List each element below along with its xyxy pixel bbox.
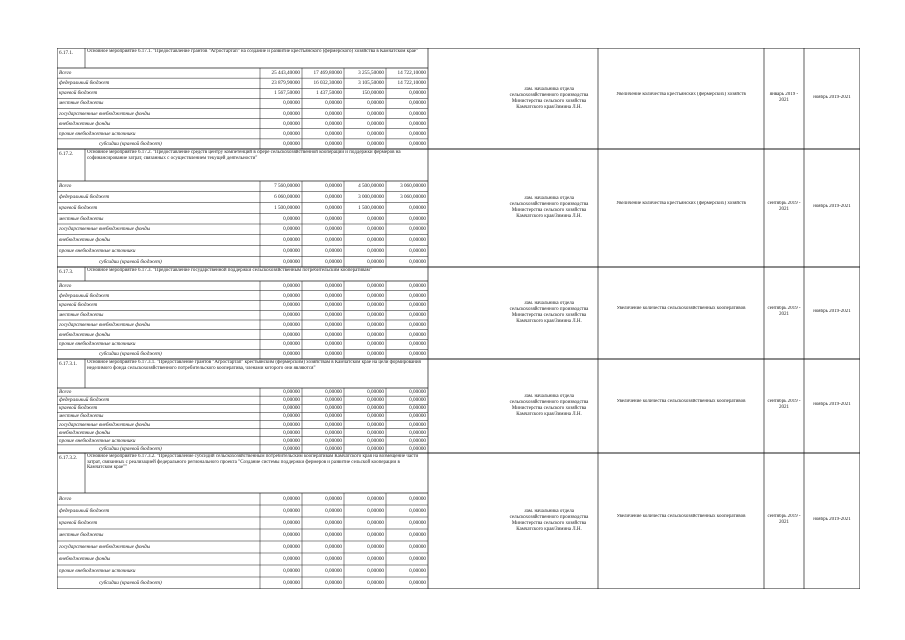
amount-cell: 0,00000 [325,445,342,452]
amount-cell: 14 722,10000 [397,70,426,77]
amount-cell: 0,00000 [325,331,342,338]
funding-source-label: субсидии (краевой бюджет) [99,580,162,586]
amount-cell: 0,00000 [367,110,384,117]
amount-cell: 0,00000 [283,405,300,412]
measure-title: Основное мероприятие 6.17.3.2. "Предоставление субсидий сельскохозяйственным потребительским кооперативам Камчатского края на возмещение части затрат, связанных с реализацией федерального регионального проекта "Создание системы поддержки фермеров и развитие сельской кооперации в Камчатском крае"" [87,454,419,471]
funding-source-label: прочие внебюджетные источники [59,568,136,574]
amount-cell: 0,00000 [409,226,426,233]
amount-cell: 3 255,50000 [358,70,384,77]
measure-code: 6.17.1. [59,50,74,56]
executor-cell: Зам. начальника отдела сельскохозяйственного производства Министерства сельского хозяйства Камчатского края/Зимина Л.Н. [509,86,589,110]
amount-cell: 0,00000 [367,247,384,254]
amount-cell: 0,00000 [409,110,426,117]
result-cell: Увеличение количества сельскохозяйственных кооперативов [616,514,746,519]
amount-cell: 0,00000 [409,445,426,452]
amount-cell: 0,00000 [325,130,342,137]
amount-cell: 0,00000 [409,341,426,348]
funding-source-label: Всего [59,389,72,396]
budget-table [57,48,860,589]
funding-source-label: государственные внебюджетные фонды [59,544,151,550]
amount-cell: 0,00000 [325,405,342,412]
result-cell: Увеличение количества сельскохозяйственных кооперативов [616,399,746,404]
funding-source-label: местные бюджеты [59,532,104,538]
funding-source-label: внебюджетные фонды [59,120,111,127]
amount-cell: 0,00000 [409,302,426,309]
amount-cell: 0,00000 [283,389,300,396]
funding-source-label: местные бюджеты [59,312,104,319]
amount-cell: 0,00000 [283,302,300,309]
measure-title: Основное мероприятие 6.17.3.1. "Предоставление грантов "Агростартап" крестьянским (фермерским) хозяйствам в Камчатском крае на цели формирования неделимого фонда сельскохозяйственного потребительского кооператива, членами которого они являются" [87,360,421,371]
amount-cell: 0,00000 [325,413,342,420]
start-date-cell: сентябрь 2019 - 2021 [767,201,801,212]
funding-source-label: государственные внебюджетные фонды [59,421,151,428]
amount-cell: 0,00000 [367,215,384,222]
start-date-cell: сентябрь 2019 - 2021 [767,514,801,525]
amount-cell: 0,00000 [325,341,342,348]
amount-cell: 0,00000 [367,292,384,299]
amount-cell: 0,00000 [283,556,300,562]
amount-cell: 0,00000 [409,556,426,562]
amount-cell: 0,00000 [367,331,384,338]
amount-cell: 0,00000 [325,282,342,289]
funding-source-label: внебюджетные фонды [59,556,111,562]
executor-cell: Зам. начальника отдела сельскохозяйственного производства Министерства сельского хозяйства Камчатского края/Зимина Л.Н. [509,394,589,417]
amount-cell: 0,00000 [367,437,384,444]
amount-cell: 0,00000 [409,247,426,254]
amount-cell: 1 437,50000 [316,90,342,97]
funding-source-label: Всего [59,282,72,289]
funding-source-label: Всего [59,70,72,77]
funding-source-label: местные бюджеты [59,215,104,222]
funding-source-label: прочие внебюджетные источники [59,341,136,348]
amount-cell: 0,00000 [283,520,300,526]
amount-cell: 0,00000 [409,321,426,328]
measure-code: 6.17.3.1. [59,361,78,367]
amount-cell: 0,00000 [283,237,300,244]
end-date-cell: ноябрь 2019-2021 [813,94,851,100]
amount-cell: 0,00000 [367,532,384,538]
funding-source-label: внебюджетные фонды [59,429,111,436]
amount-cell: 0,00000 [367,130,384,137]
end-date-cell: ноябрь 2019-2021 [813,309,851,314]
amount-cell: 0,00000 [283,508,300,514]
amount-cell: 16 032,30000 [313,80,342,87]
amount-cell: 0,00000 [283,110,300,117]
amount-cell: 0,00000 [367,544,384,550]
amount-cell: 0,00000 [409,351,426,358]
start-date-cell: сентябрь 2019 - 2021 [767,399,801,410]
amount-cell: 23 879,90000 [271,80,300,87]
amount-cell: 0,00000 [409,389,426,396]
amount-cell: 0,00000 [283,100,300,107]
amount-cell: 0,00000 [409,532,426,538]
amount-cell: 7 560,00000 [274,183,300,190]
amount-cell: 0,00000 [325,204,342,211]
amount-cell: 0,00000 [283,312,300,319]
amount-cell: 0,00000 [367,520,384,526]
end-date-cell: ноябрь 2019-2021 [813,204,851,209]
amount-cell: 0,00000 [325,215,342,222]
amount-cell: 4 500,00000 [358,183,384,190]
amount-cell: 0,00000 [409,204,426,211]
amount-cell: 0,00000 [283,421,300,428]
funding-source-label: местные бюджеты [59,100,104,107]
amount-cell: 0,00000 [325,100,342,107]
amount-cell: 0,00000 [367,429,384,436]
amount-cell: 0,00000 [283,331,300,338]
amount-cell: 0,00000 [283,282,300,289]
amount-cell: 0,00000 [283,258,300,265]
amount-cell: 0,00000 [283,140,300,147]
amount-cell: 0,00000 [325,312,342,319]
amount-cell: 0,00000 [409,544,426,550]
amount-cell: 0,00000 [409,282,426,289]
amount-cell: 0,00000 [283,215,300,222]
amount-cell: 0,00000 [325,532,342,538]
start-date-cell: январь 2019 - 2021 [769,91,799,103]
funding-source-label: Всего [59,496,72,502]
amount-cell: 0,00000 [367,405,384,412]
amount-cell: 1 567,50000 [274,90,300,97]
funding-source-label: местные бюджеты [59,413,104,420]
funding-source-label: федеральный бюджет [59,292,110,299]
funding-source-label: краевой бюджет [59,405,98,412]
funding-source-label: Всего [59,183,72,190]
amount-cell: 0,00000 [409,429,426,436]
amount-cell: 150,00000 [361,90,384,97]
funding-source-label: внебюджетные фонды [59,331,111,338]
funding-source-label: федеральный бюджет [59,397,110,404]
amount-cell: 0,00000 [367,351,384,358]
amount-cell: 0,00000 [409,140,426,147]
measure-title: Основное мероприятие 6.17.1. "Предоставление грантов "Агростартап" на создание и развитие крестьянского (фермерского) хозяйства в Камчатском крае" [87,49,419,54]
amount-cell: 0,00000 [325,496,342,502]
amount-cell: 0,00000 [409,421,426,428]
amount-cell: 25 443,40000 [271,70,300,77]
funding-source-label: краевой бюджет [59,302,98,309]
amount-cell: 0,00000 [367,421,384,428]
amount-cell: 0,00000 [283,544,300,550]
amount-cell: 0,00000 [367,258,384,265]
amount-cell: 0,00000 [325,110,342,117]
amount-cell: 0,00000 [325,183,342,190]
amount-cell: 0,00000 [325,258,342,265]
funding-source-label: субсидии (краевой бюджет) [99,258,162,265]
funding-source-label: краевой бюджет [59,204,98,211]
amount-cell: 0,00000 [325,321,342,328]
amount-cell: 0,00000 [283,292,300,299]
amount-cell: 0,00000 [325,194,342,201]
measure-title: Основное мероприятие 6.17.3. "Предоставление государственной поддержки сельскохозяйственным потребительским кооперативам" [87,268,372,273]
executor-cell: Зам. начальника отдела сельскохозяйственного производства Министерства сельского хозяйства Камчатского края/Зимина Л.Н. [509,196,589,219]
end-date-cell: ноябрь 2019-2021 [813,517,851,522]
amount-cell: 0,00000 [325,226,342,233]
amount-cell: 17 469,80000 [313,70,342,77]
amount-cell: 0,00000 [367,100,384,107]
amount-cell: 0,00000 [409,130,426,137]
amount-cell: 14 722,10000 [397,80,426,87]
amount-cell: 0,00000 [367,508,384,514]
amount-cell: 0,00000 [325,302,342,309]
amount-cell: 0,00000 [367,282,384,289]
funding-source-label: субсидии (краевой бюджет) [99,351,162,358]
funding-source-label: внебюджетные фонды [59,237,111,244]
funding-source-label: краевой бюджет [59,520,98,526]
amount-cell: 3 060,00000 [400,183,426,190]
amount-cell: 0,00000 [409,508,426,514]
amount-cell: 0,00000 [367,397,384,404]
measure-title: Основное мероприятие 6.17.2. "Предоставление средств центру компетенций в сфере сельскохозяйственной кооперации и поддержки фермеров на софинансирование затрат, связанных с осуществлением текущей деятельности" [87,150,401,161]
result-cell: Увеличение количества сельскохозяйственных кооперативов [616,306,746,311]
funding-source-label: федеральный бюджет [59,80,110,87]
amount-cell: 0,00000 [409,520,426,526]
executor-cell: Зам. начальника отдела сельскохозяйственного производства Министерства сельского хозяйства Камчатского края/Зимина Л.Н. [509,301,589,324]
amount-cell: 0,00000 [409,568,426,574]
amount-cell: 0,00000 [325,140,342,147]
amount-cell: 0,00000 [409,90,426,97]
amount-cell: 0,00000 [325,508,342,514]
amount-cell: 0,00000 [325,520,342,526]
amount-cell: 0,00000 [325,429,342,436]
amount-cell: 0,00000 [367,312,384,319]
amount-cell: 0,00000 [409,496,426,502]
measure-code: 6.17.2. [59,151,74,157]
amount-cell: 0,00000 [409,100,426,107]
amount-cell: 0,00000 [367,226,384,233]
end-date-cell: ноябрь 2019-2021 [813,402,851,407]
amount-cell: 0,00000 [367,556,384,562]
funding-source-label: прочие внебюджетные источники [59,247,136,254]
amount-cell: 0,00000 [325,292,342,299]
funding-source-label: государственные внебюджетные фонды [59,226,151,233]
amount-cell: 0,00000 [283,247,300,254]
funding-source-label: государственные внебюджетные фонды [59,110,151,117]
amount-cell: 0,00000 [325,556,342,562]
amount-cell: 0,00000 [283,496,300,502]
amount-cell: 0,00000 [409,215,426,222]
amount-cell: 0,00000 [325,389,342,396]
funding-source-label: федеральный бюджет [59,508,110,514]
amount-cell: 0,00000 [283,532,300,538]
amount-cell: 1 500,00000 [358,204,384,211]
funding-source-label: федеральный бюджет [59,194,110,201]
amount-cell: 0,00000 [283,120,300,127]
amount-cell: 0,00000 [283,437,300,444]
funding-source-label: субсидии (краевой бюджет) [99,140,162,147]
amount-cell: 0,00000 [409,331,426,338]
amount-cell: 0,00000 [283,351,300,358]
amount-cell: 0,00000 [325,568,342,574]
amount-cell: 0,00000 [325,421,342,428]
amount-cell: 0,00000 [367,445,384,452]
amount-cell: 0,00000 [283,226,300,233]
amount-cell: 0,00000 [367,568,384,574]
result-cell: Увеличение количества крестьянских (фермерских) хозяйств [616,91,746,97]
amount-cell: 0,00000 [409,237,426,244]
amount-cell: 0,00000 [325,544,342,550]
amount-cell: 0,00000 [409,413,426,420]
amount-cell: 0,00000 [409,120,426,127]
amount-cell: 0,00000 [367,413,384,420]
amount-cell: 0,00000 [283,130,300,137]
amount-cell: 0,00000 [283,445,300,452]
amount-cell: 0,00000 [367,341,384,348]
amount-cell: 0,00000 [283,568,300,574]
amount-cell: 0,00000 [367,496,384,502]
amount-cell: 6 060,00000 [274,194,300,201]
amount-cell: 0,00000 [367,120,384,127]
amount-cell: 0,00000 [409,312,426,319]
measure-code: 6.17.3.2. [59,455,78,461]
amount-cell: 0,00000 [409,405,426,412]
amount-cell: 0,00000 [283,321,300,328]
funding-source-label: государственные внебюджетные фонды [59,321,151,328]
amount-cell: 1 500,00000 [274,204,300,211]
amount-cell: 0,00000 [409,437,426,444]
start-date-cell: сентябрь 2019 - 2021 [767,306,801,317]
amount-cell: 0,00000 [367,140,384,147]
amount-cell: 0,00000 [367,321,384,328]
amount-cell: 3 105,50000 [358,80,384,87]
executor-cell: Зам. начальника отдела сельскохозяйственного производства Министерства сельского хозяйства Камчатского края/Зимина Л.Н. [509,509,589,532]
amount-cell: 0,00000 [325,120,342,127]
funding-source-label: краевой бюджет [59,90,98,97]
amount-cell: 0,00000 [283,341,300,348]
amount-cell: 0,00000 [325,437,342,444]
amount-cell: 0,00000 [409,397,426,404]
amount-cell: 0,00000 [283,580,300,586]
amount-cell: 0,00000 [283,413,300,420]
amount-cell: 0,00000 [283,429,300,436]
amount-cell: 3 000,00000 [358,194,384,201]
amount-cell: 0,00000 [325,247,342,254]
amount-cell: 0,00000 [283,397,300,404]
funding-source-label: прочие внебюджетные источники [59,130,136,137]
amount-cell: 0,00000 [325,237,342,244]
amount-cell: 0,00000 [367,389,384,396]
amount-cell: 0,00000 [325,397,342,404]
funding-source-label: прочие внебюджетные источники [59,437,136,444]
amount-cell: 0,00000 [367,237,384,244]
amount-cell: 0,00000 [409,292,426,299]
amount-cell: 0,00000 [367,580,384,586]
measure-code: 6.17.3. [59,269,74,275]
result-cell: Увеличение количества крестьянских (фермерских) хозяйств [616,201,746,206]
funding-source-label: субсидии (краевой бюджет) [99,445,162,452]
amount-cell: 0,00000 [367,302,384,309]
amount-cell: 0,00000 [409,580,426,586]
amount-cell: 0,00000 [325,351,342,358]
amount-cell: 0,00000 [325,580,342,586]
amount-cell: 0,00000 [409,258,426,265]
amount-cell: 3 060,00000 [400,194,426,201]
